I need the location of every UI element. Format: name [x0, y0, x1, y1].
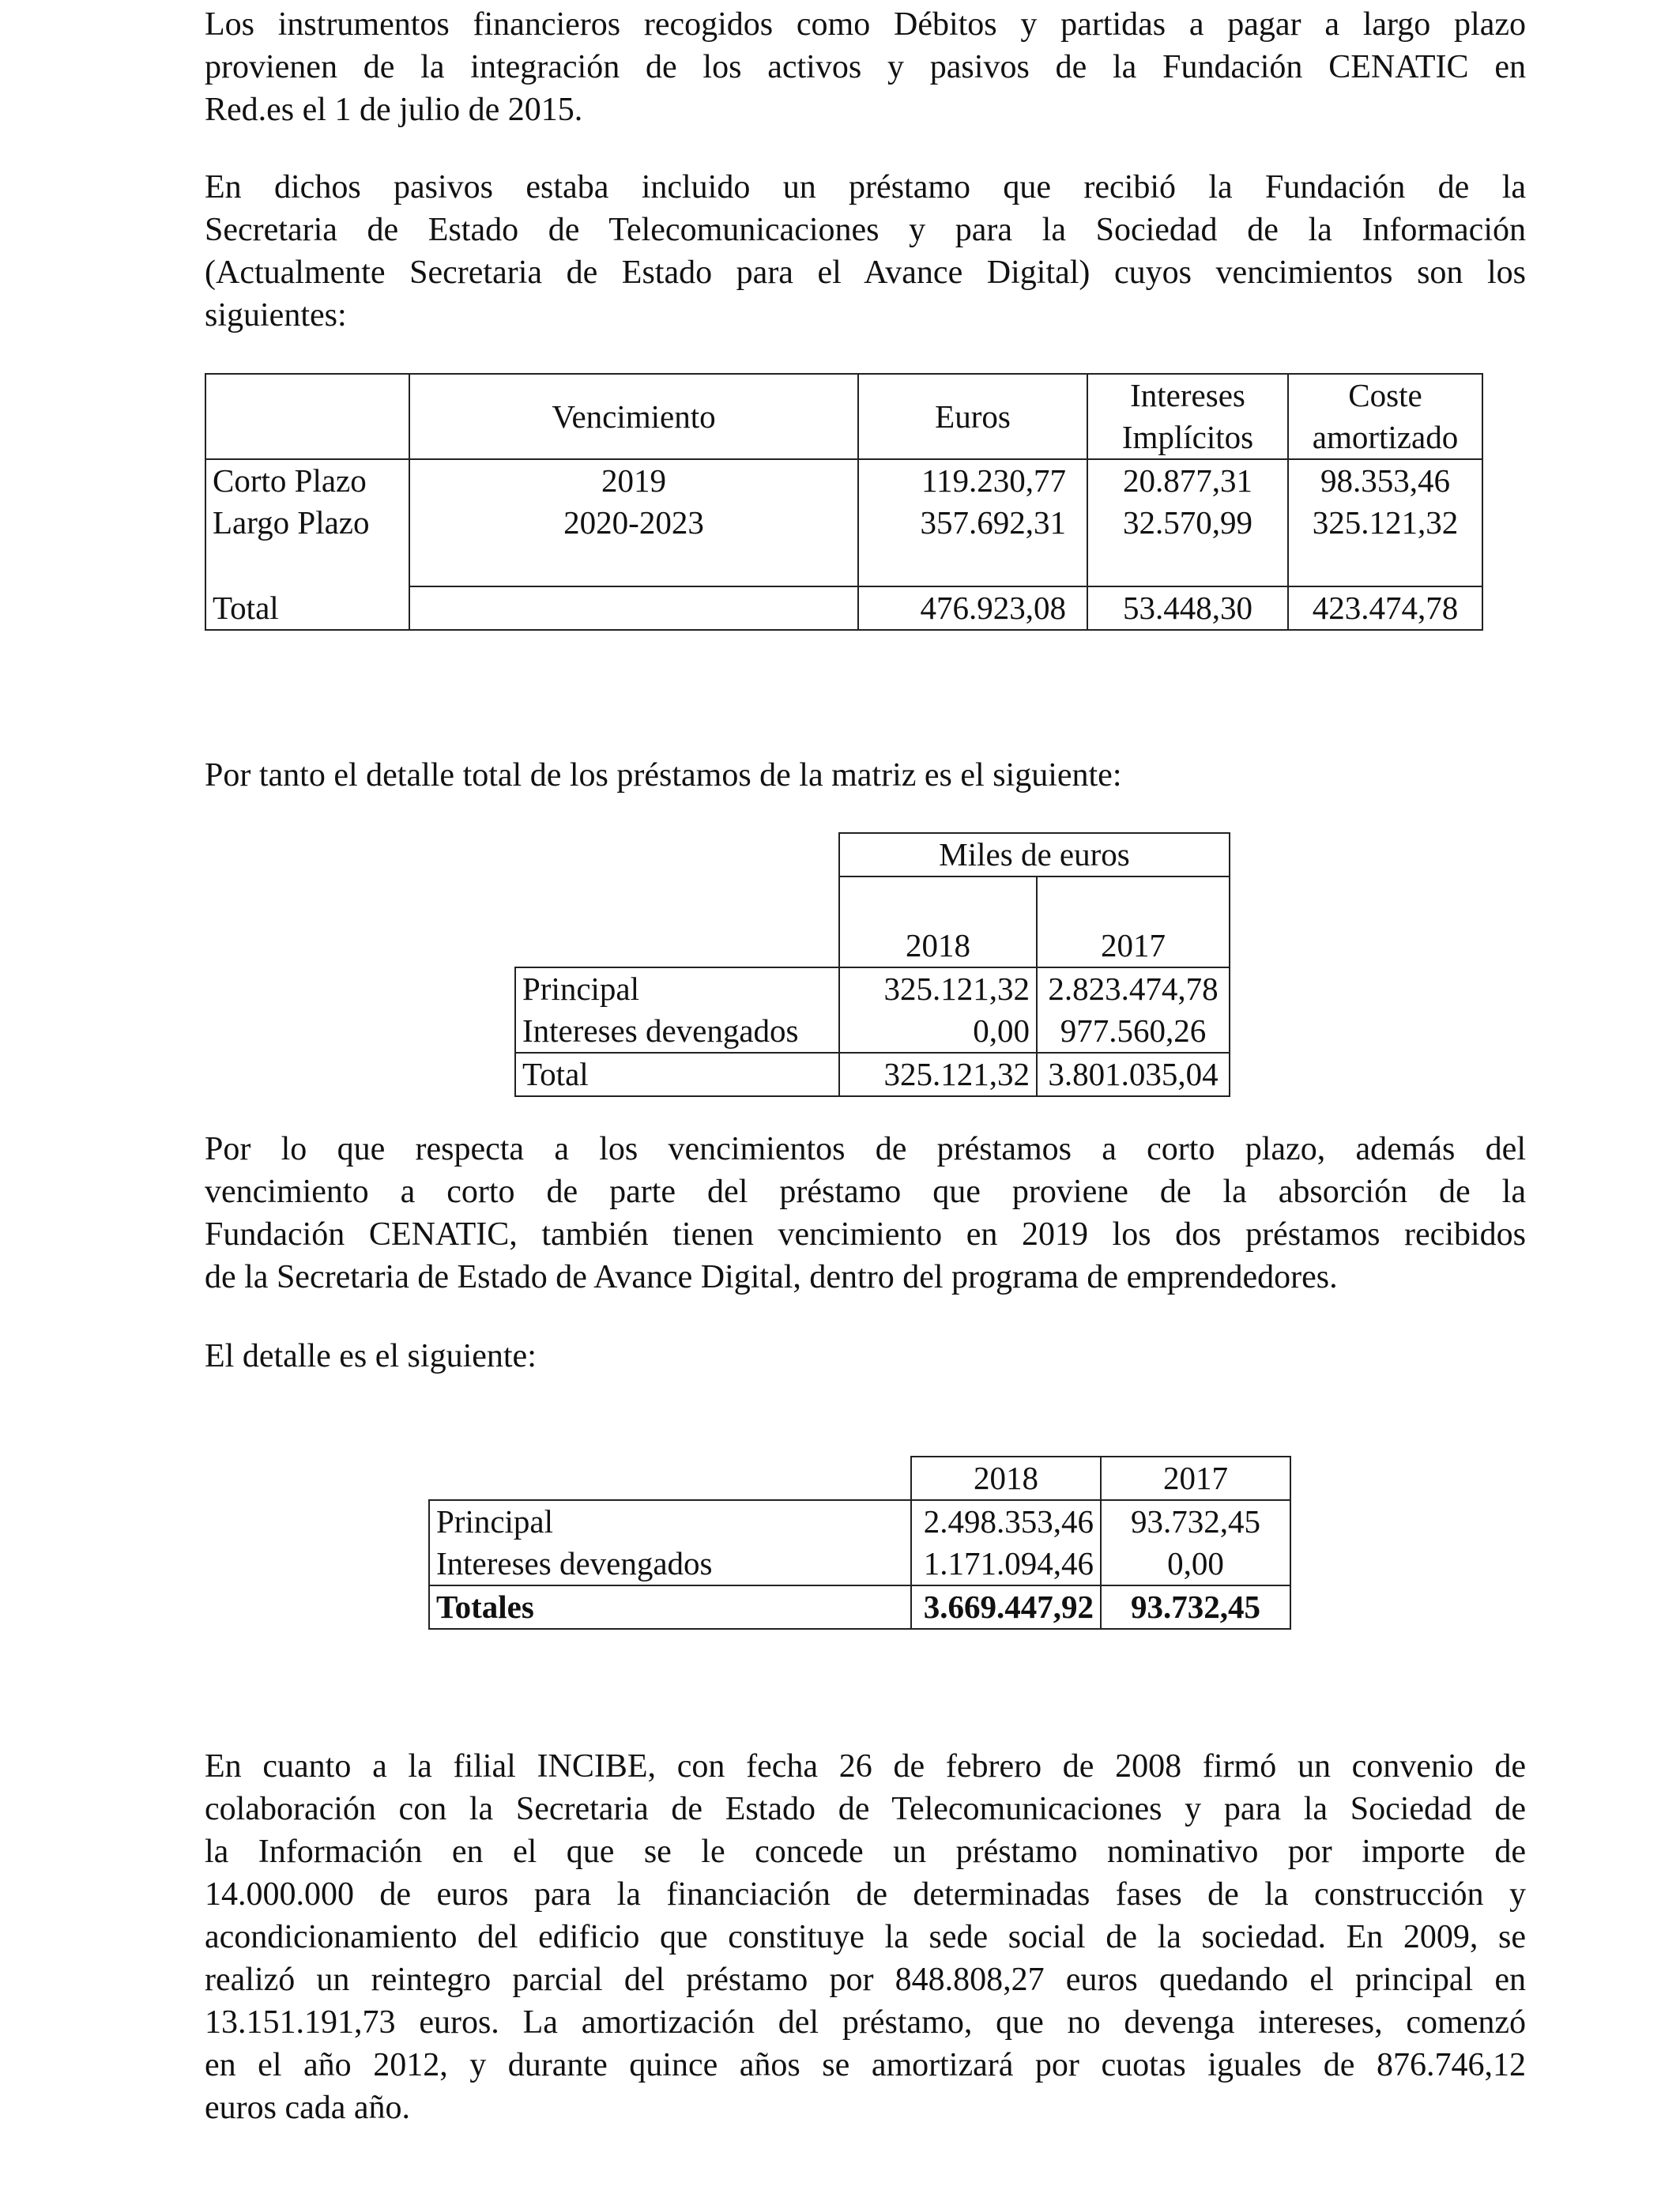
row-intereses: 32.570,99 [1087, 502, 1288, 544]
header-miles-de-euros: Miles de euros [839, 833, 1230, 876]
spacer-cell [515, 876, 839, 925]
row-value-2017: 0,00 [1101, 1543, 1290, 1585]
table-header-spacer [515, 876, 1230, 925]
table-year-row [515, 925, 1230, 967]
total-euros: 476.923,08 [858, 586, 1087, 630]
row-value-2018: 325.121,32 [839, 967, 1037, 1010]
row-intereses: 20.877,31 [1087, 459, 1288, 502]
row-label: Corto Plazo [205, 459, 409, 502]
total-value-2018: 325.121,32 [839, 1053, 1037, 1096]
paragraph-loan-description [205, 166, 1526, 337]
text-line: Los instrumentos financieros recogidos como Débitos y partidas a pagar a largo plazo [205, 6, 1526, 43]
text-line: En dichos pasivos estaba incluido un préstamo que recibió la Fundación de la [205, 169, 1526, 205]
total-intereses: 53.448,30 [1087, 586, 1288, 630]
spacer-cell [858, 544, 1087, 586]
table-row [429, 1543, 1290, 1585]
total-value-2017: 3.801.035,04 [1037, 1053, 1230, 1096]
text-line: vencimiento a corto de parte del préstamo que proviene de la absorción de la [205, 1174, 1526, 1210]
row-euros: 357.692,31 [858, 502, 1087, 544]
total-label: Totales [429, 1585, 911, 1629]
table-header-row [205, 374, 1482, 459]
table-row [515, 1010, 1230, 1053]
row-value-2017: 93.732,45 [1101, 1500, 1290, 1543]
header-coste-line2: amortizado [1312, 419, 1459, 455]
spacer-cell [1037, 876, 1230, 925]
table-total-row [429, 1585, 1290, 1629]
paragraph-loan-detail-intro [205, 754, 1526, 797]
table-total-row [515, 1053, 1230, 1096]
row-vencimiento: 2020-2023 [409, 502, 858, 544]
total-vencimiento-empty [409, 586, 858, 630]
row-value-2017: 2.823.474,78 [1037, 967, 1230, 1010]
row-label: Intereses devengados [429, 1543, 911, 1585]
header-empty-cell [515, 833, 839, 876]
text-line: En cuanto a la filial INCIBE, con fecha 26 de febrero de 2008 firmó un convenio de [205, 1748, 1526, 1785]
text-line: Red.es el 1 de julio de 2015. [205, 92, 583, 128]
total-value-2017: 93.732,45 [1101, 1585, 1290, 1629]
text-line: siguientes: [205, 297, 347, 334]
text-line: de la Secretaria de Estado de Avance Digital, dentro del programa de emprendedores. [205, 1259, 1338, 1295]
text-line: la Información en el que se le concede un préstamo nominativo por importe de [205, 1834, 1526, 1870]
text-line: en el año 2012, y durante quince años se amortizará por cuotas iguales de 876.746,12 [205, 2047, 1526, 2083]
row-value-2018: 0,00 [839, 1010, 1037, 1053]
table-header-row [515, 833, 1230, 876]
row-coste: 325.121,32 [1288, 502, 1482, 544]
table-row [429, 1500, 1290, 1543]
row-value-2018: 1.171.094,46 [911, 1543, 1101, 1585]
spacer-cell [1087, 544, 1288, 586]
table-row [205, 502, 1482, 544]
row-euros: 119.230,77 [858, 459, 1087, 502]
header-year-2017: 2017 [1101, 1457, 1290, 1500]
text-line: Por lo que respecta a los vencimientos de préstamos a corto plazo, además del [205, 1131, 1526, 1167]
row-value-2018: 2.498.353,46 [911, 1500, 1101, 1543]
text-line: acondicionamiento del edificio que constituye la sede social de la sociedad. En 2009, se [205, 1919, 1526, 1955]
header-intereses-line2: Implícitos [1121, 419, 1254, 455]
row-vencimiento: 2019 [409, 459, 858, 502]
table-header-row [429, 1457, 1290, 1500]
text-line: realizó un reintegro parcial del préstamo por 848.808,27 euros quedando el principal en [205, 1962, 1526, 1998]
spacer-cell [1288, 544, 1482, 586]
table-spacer-row [205, 544, 1482, 586]
header-year-2018: 2018 [911, 1457, 1101, 1500]
header-year-2017: 2017 [1037, 925, 1230, 967]
text-line: 13.151.191,73 euros. La amortización del préstamo, que no devenga intereses, comenzó [205, 2004, 1526, 2041]
table-row [515, 967, 1230, 1010]
total-value-2018: 3.669.447,92 [911, 1585, 1101, 1629]
row-label: Principal [515, 967, 839, 1010]
text-line: 14.000.000 de euros para la financiación de determinadas fases de la construcción y [205, 1876, 1526, 1913]
header-empty-cell [205, 374, 409, 459]
text-line: (Actualmente Secretaria de Estado para el Avance Digital) cuyos vencimientos son los [205, 254, 1526, 291]
parent-loans-table [514, 832, 1230, 1097]
text-line: Secretaria de Estado de Telecomunicaciones y para la Sociedad de la Información [205, 212, 1526, 248]
text-line: provienen de la integración de los activos y pasivos de la Fundación CENATIC en [205, 49, 1526, 85]
total-label: Total [515, 1053, 839, 1096]
table-total-row [205, 586, 1482, 630]
header-vencimiento: Vencimiento [409, 374, 858, 459]
paragraph-cenatic-integration [205, 3, 1526, 131]
text-line: El detalle es el siguiente: [205, 1338, 537, 1374]
row-label: Largo Plazo [205, 502, 409, 544]
header-empty-cell [429, 1457, 911, 1500]
text-line: Por tanto el detalle total de los préstamos de la matriz es el siguiente: [205, 757, 1122, 794]
row-label: Intereses devengados [515, 1010, 839, 1053]
paragraph-detail-intro [205, 1335, 1526, 1378]
header-year-2018: 2018 [839, 925, 1037, 967]
paragraph-short-term-maturities [205, 1128, 1526, 1299]
header-intereses-line1: Intereses [1130, 377, 1245, 413]
paragraph-incibe-loan [205, 1745, 1526, 2129]
header-coste-line1: Coste [1348, 377, 1422, 413]
header-coste [1288, 374, 1482, 459]
spacer-cell [205, 544, 409, 586]
maturities-table [205, 373, 1483, 631]
total-label: Total [205, 586, 409, 630]
header-euros: Euros [858, 374, 1087, 459]
spacer-cell [409, 544, 858, 586]
text-line: colaboración con la Secretaria de Estado de Telecomunicaciones y para la Sociedad de [205, 1791, 1526, 1827]
header-empty-cell [515, 925, 839, 967]
row-value-2017: 977.560,26 [1037, 1010, 1230, 1053]
table-row [205, 459, 1482, 502]
entrepreneur-loans-table [428, 1456, 1291, 1630]
text-line: euros cada año. [205, 2090, 411, 2126]
row-coste: 98.353,46 [1288, 459, 1482, 502]
total-coste: 423.474,78 [1288, 586, 1482, 630]
header-intereses [1087, 374, 1288, 459]
spacer-cell [839, 876, 1037, 925]
row-label: Principal [429, 1500, 911, 1543]
text-line: Fundación CENATIC, también tienen vencimiento en 2019 los dos préstamos recibidos [205, 1216, 1526, 1253]
